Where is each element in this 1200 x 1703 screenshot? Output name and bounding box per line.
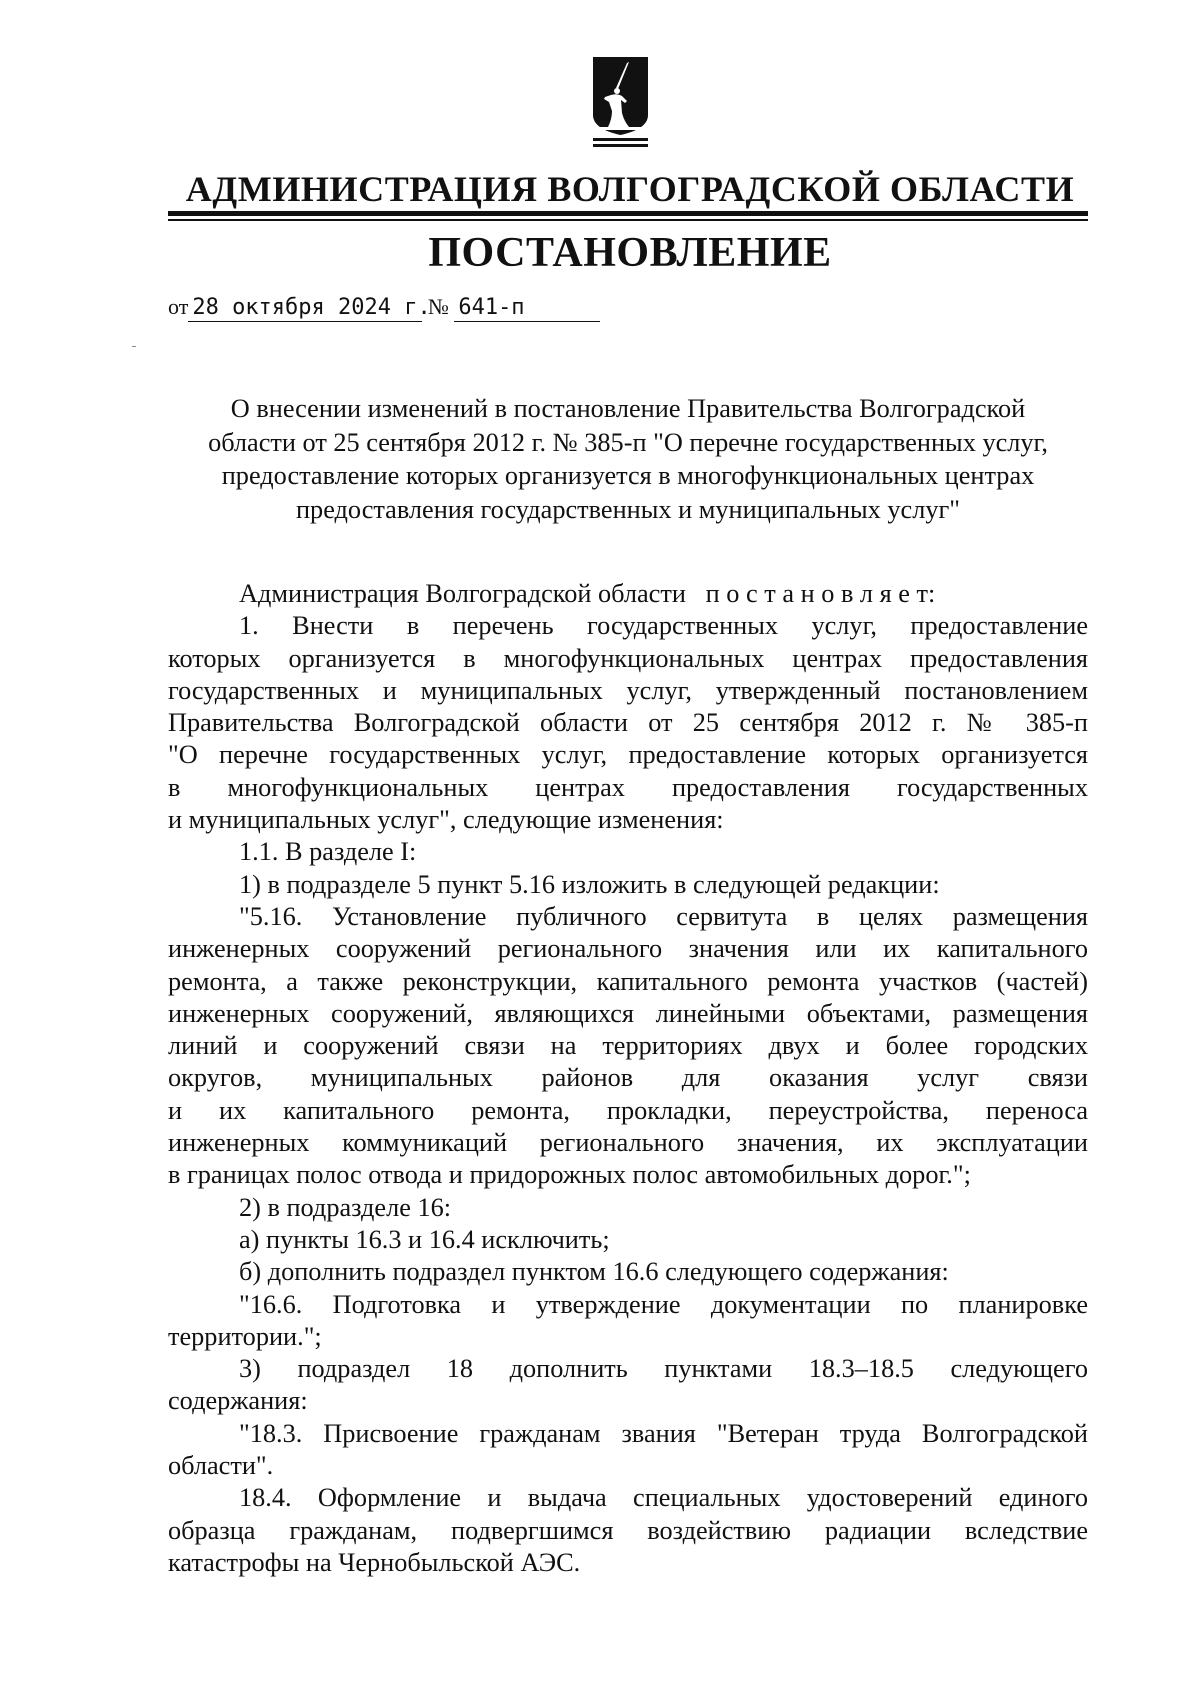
body-line: области".: [168, 1451, 274, 1481]
preamble-line: [168, 578, 1088, 610]
body-line: инженерных коммуникаций регионального значения, их эксплуатации: [168, 1128, 1088, 1158]
body-line: 1. Внести в перечень государственных услуг, предоставление: [239, 611, 1088, 641]
number-prefix: №: [427, 294, 449, 319]
body-line: которых организуется в многофункциональных центрах предоставления: [168, 643, 1088, 673]
date-prefix: от: [168, 294, 189, 319]
organization-title: АДМИНИСТРАЦИЯ ВОЛГОГРАДСКОЙ ОБЛАСТИ: [185, 169, 1075, 209]
margin-mark: [132, 346, 136, 347]
number-value: 641-п: [458, 295, 525, 320]
volgograd-motherland-emblem-icon: [591, 55, 650, 149]
subject-line: предоставления государственных и муниципальных услуг": [295, 494, 961, 524]
body-line: образца гражданам, подвергшимся воздействию радиации вследствие: [168, 1515, 1088, 1545]
body-line: содержания:: [168, 1386, 308, 1416]
body-line: "О перечне государственных услуг, предоставление которых организуется: [168, 740, 1088, 770]
subject-line: области от 25 сентября 2012 г. № 385-п "О перечне государственных услуг,: [208, 427, 1048, 457]
body-line: 18.4. Оформление и выдача специальных удостоверений единого: [239, 1483, 1088, 1513]
body-line: б) дополнить подраздел пунктом 16.6 следующего содержания:: [239, 1257, 949, 1287]
body-line: и муниципальных услуг", следующие изменения:: [168, 805, 724, 835]
body-line: 3) подраздел 18 дополнить пунктами 18.3–18.5 следующего: [239, 1354, 1088, 1384]
document-subject: [168, 392, 1088, 526]
date-field: [188, 294, 431, 322]
header-rule-thin: [168, 219, 1088, 221]
body-line: территории.";: [168, 1321, 322, 1351]
preamble-text: Администрация Волгоградской области: [239, 579, 686, 608]
body-line: 1) в подразделе 5 пункт 5.16 изложить в следующей редакции:: [239, 869, 940, 899]
date-number-line: [168, 294, 600, 322]
document-type-title: ПОСТАНОВЛЕНИЕ: [428, 230, 832, 276]
body-line: инженерных сооружений, являющихся линейными объектами, размещения: [168, 998, 1088, 1028]
header-rule-thick: [168, 211, 1088, 216]
body-line: Правительства Волгоградской области от 25 сентября 2012 г. № 385-п: [168, 708, 1088, 738]
date-value: 28 октября 2024 г.: [192, 295, 431, 320]
subject-line: О внесении изменений в постановление Правительства Волгоградской: [230, 394, 1026, 423]
subject-line: предоставление которых организуется в многофункциональных центрах: [221, 461, 1035, 490]
body-line: линий и сооружений связи на территориях двух и более городских: [168, 1031, 1088, 1061]
body-line: катастрофы на Чернобыльской АЭС.: [168, 1547, 581, 1577]
body-line: округов, муниципальных районов для оказания услуг связи: [168, 1063, 1088, 1093]
body-line: инженерных сооружений регионального значения или их капитального: [168, 934, 1088, 964]
number-field: [454, 294, 600, 322]
body-line: "16.6. Подготовка и утверждение документации по планировке: [239, 1289, 1088, 1319]
body-line: "18.3. Присвоение гражданам звания "Ветеран труда Волгоградской: [239, 1418, 1088, 1448]
body-line: и их капитального ремонта, прокладки, переустройства, переноса: [168, 1095, 1088, 1125]
body-line: 2) в подразделе 16:: [239, 1192, 452, 1222]
body-line: ремонта, а также реконструкции, капитального ремонта участков (частей): [168, 966, 1088, 996]
body-line: государственных и муниципальных услуг, утвержденный постановлением: [168, 675, 1088, 705]
decree-word: п о с т а н о в л я е т:: [705, 579, 936, 608]
body-line: "5.16. Установление публичного сервитута в целях размещения: [239, 901, 1088, 931]
body-line: в границах полос отвода и придорожных полос автомобильных дорог.";: [168, 1160, 971, 1190]
body-line: в многофункциональных центрах предоставления государственных: [168, 772, 1088, 802]
document-body: [168, 578, 1088, 1579]
body-line: а) пункты 16.3 и 16.4 исключить;: [239, 1224, 610, 1254]
body-line: 1.1. В разделе I:: [239, 837, 417, 867]
